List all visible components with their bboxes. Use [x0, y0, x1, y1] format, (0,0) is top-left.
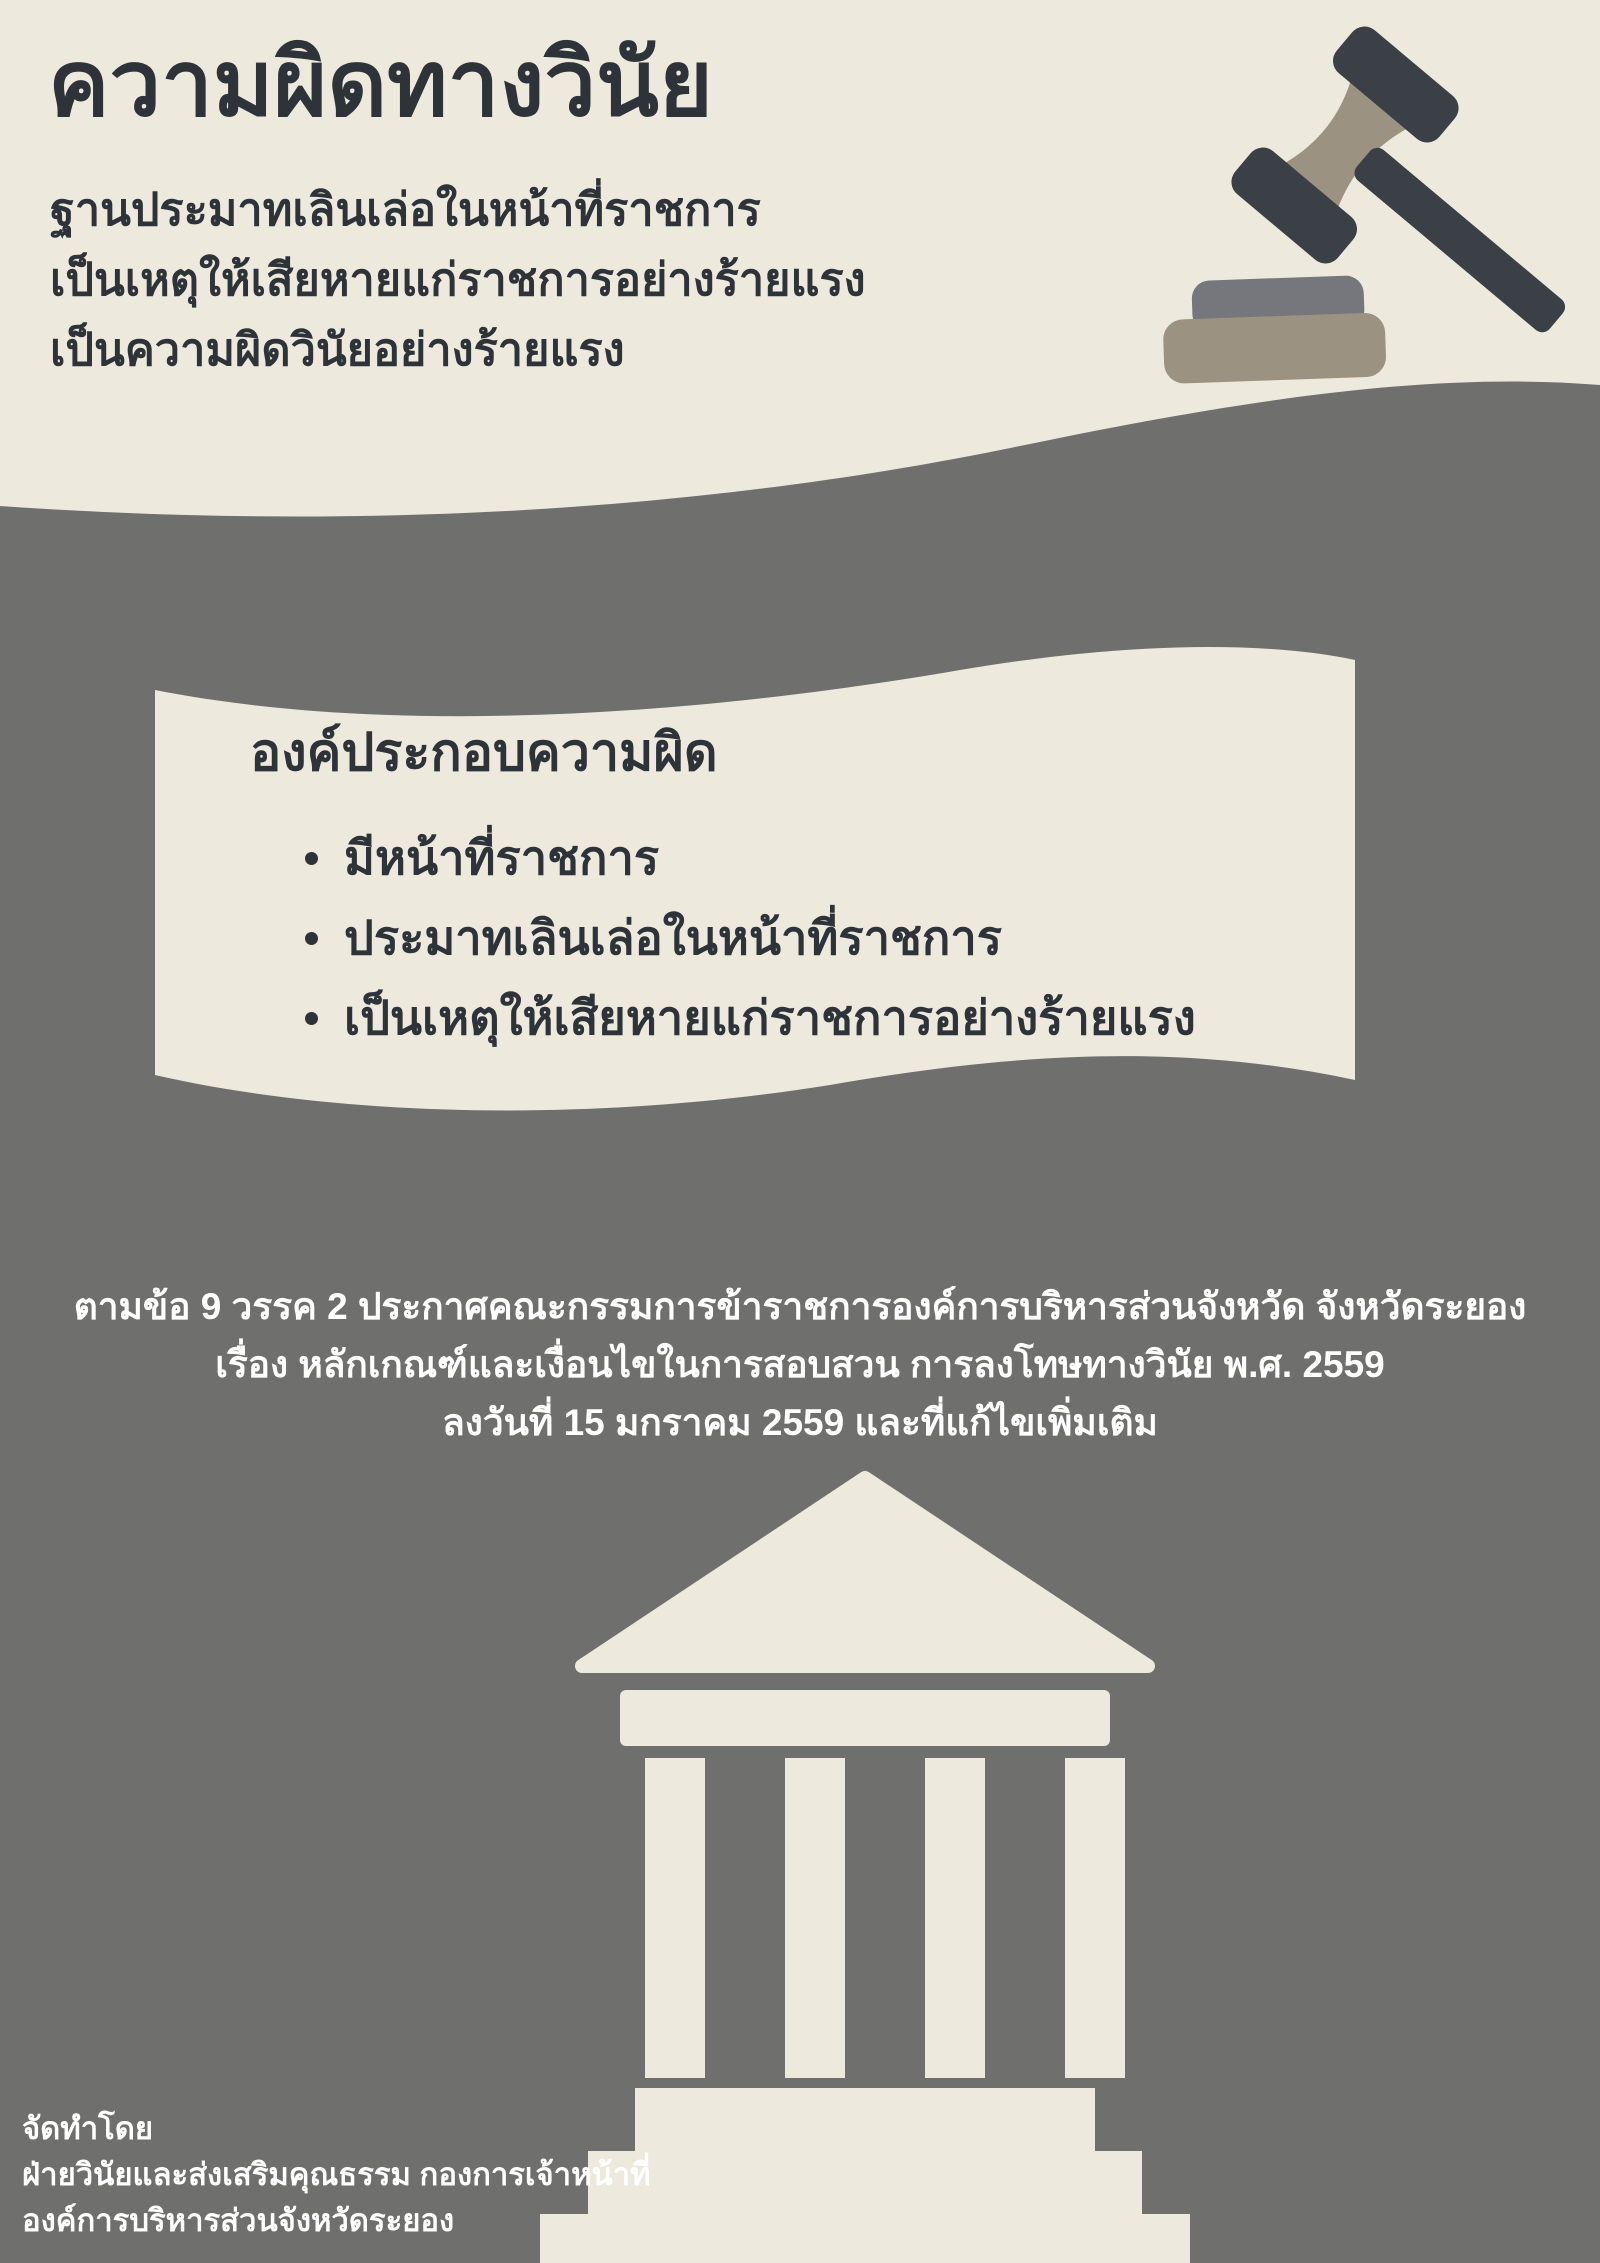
list-item: [305, 978, 1310, 1058]
list-item-label: ประมาทเลินเล่อในหน้าที่ราชการ: [344, 911, 1002, 965]
gavel-icon: [1130, 10, 1600, 410]
reference-line-2: เรื่อง หลักเกณฑ์และเงื่อนไขในการสอบสวน การลงโทษทางวินัย พ.ศ. 2559: [215, 1344, 1385, 1385]
credits-line-3: องค์การบริหารส่วนจังหวัดระยอง: [22, 2203, 455, 2238]
offense-elements-heading: องค์ประกอบความผิด: [250, 724, 718, 782]
bullet-dot-icon: [305, 1012, 318, 1025]
list-item-label: มีหน้าที่ราชการ: [344, 831, 660, 885]
offense-elements-section: [250, 722, 1310, 1058]
subtitle-line-1: ฐานประมาทเลินเล่อในหน้าที่ราชการ: [50, 184, 761, 235]
header-subtitle: [50, 175, 1110, 385]
reference-line-1: ตามข้อ 9 วรรค 2 ประกาศคณะกรรมการข้าราชการองค์การบริหารส่วนจังหวัด จังหวัดระยอง: [73, 1286, 1527, 1327]
subtitle-line-2: เป็นเหตุให้เสียหายแก่ราชการอย่างร้ายแรง: [50, 254, 866, 305]
subtitle-line-3: เป็นความผิดวินัยอย่างร้ายแรง: [50, 324, 625, 375]
bullet-dot-icon: [305, 932, 318, 945]
legal-reference: [0, 1278, 1600, 1452]
credits-line-1: จัดทำโดย: [22, 2111, 154, 2146]
credits: [22, 2106, 922, 2244]
list-item: [305, 818, 1310, 898]
offense-elements-list: [250, 818, 1310, 1058]
list-item-label: เป็นเหตุให้เสียหายแก่ราชการอย่างร้ายแรง: [344, 991, 1196, 1045]
credits-line-2: ฝ่ายวินัยและส่งเสริมคุณธรรม กองการเจ้าหน้าที่: [22, 2157, 651, 2192]
list-item: [305, 898, 1310, 978]
bullet-dot-icon: [305, 852, 318, 865]
page-title: ความผิดทางวินัย: [48, 33, 713, 135]
gavel-sound-block: [1161, 274, 1386, 384]
reference-line-3: ลงวันที่ 15 มกราคม 2559 และที่แก้ไขเพิ่มเติม: [442, 1402, 1158, 1443]
